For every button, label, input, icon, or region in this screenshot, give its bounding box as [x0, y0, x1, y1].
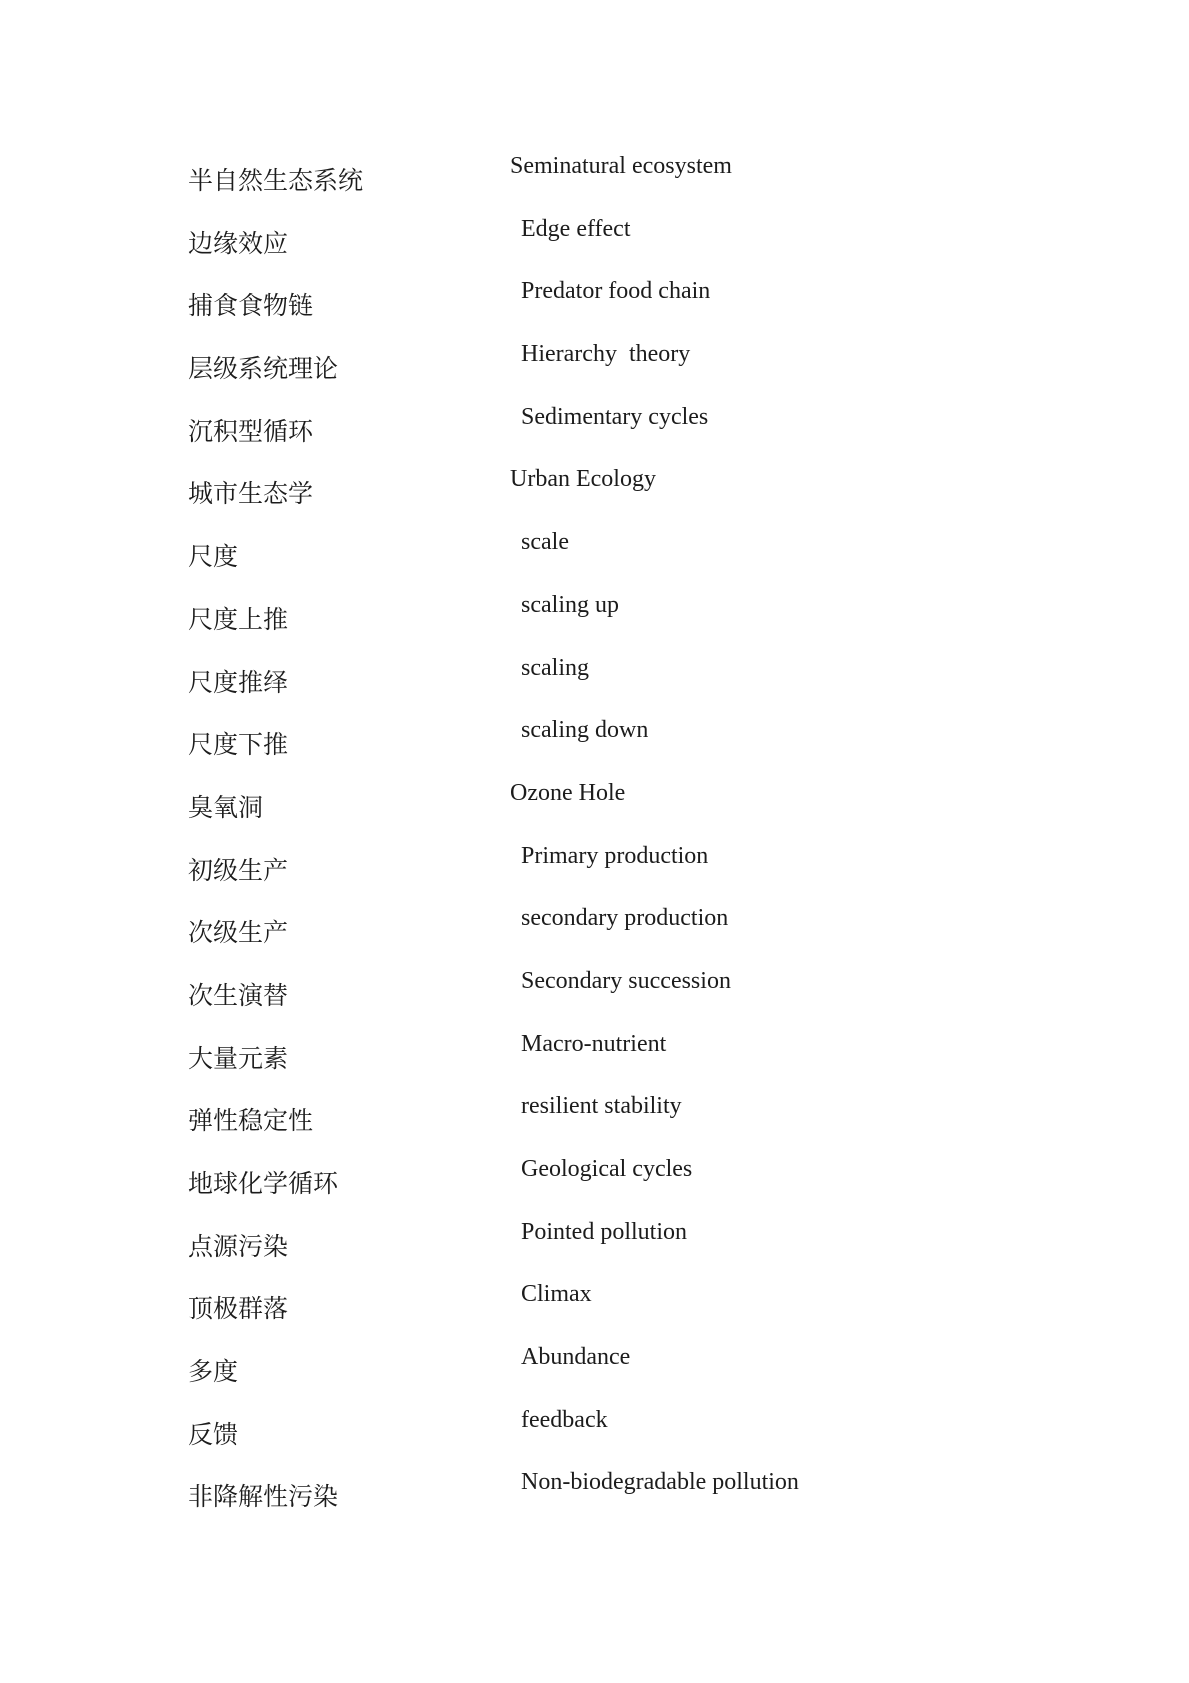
term-english: Geological cycles: [521, 1156, 693, 1182]
glossary-row: [0, 394, 1189, 457]
glossary-row: [0, 268, 1189, 331]
term-chinese: 非降解性污染: [188, 1484, 339, 1512]
term-chinese: 弹性稳定性: [188, 1108, 314, 1136]
term-english: Abundance: [521, 1344, 631, 1371]
term-english: Sedimentary cycles: [521, 403, 709, 430]
glossary-row: [0, 143, 1189, 206]
term-chinese: 层级系统理论: [188, 356, 339, 384]
glossary-row: [0, 1397, 1189, 1460]
term-english: Edge effect: [521, 215, 631, 242]
glossary-row: [0, 645, 1189, 708]
term-english: Urban Ecology: [510, 466, 656, 493]
term-english: scaling down: [521, 717, 649, 744]
term-english: Non-biodegradable pollution: [521, 1469, 799, 1496]
glossary-row: [0, 1459, 1189, 1522]
term-chinese: 地球化学循环: [188, 1171, 339, 1198]
term-chinese: 捕食食物链: [188, 293, 314, 321]
glossary-row: [0, 958, 1189, 1021]
term-english: feedback: [521, 1406, 608, 1433]
glossary-row: [0, 331, 1189, 394]
glossary-row: [0, 1146, 1189, 1209]
term-english: Hierarchy theory: [521, 341, 691, 368]
term-chinese: 反馈: [188, 1421, 239, 1449]
glossary-row: [0, 1083, 1189, 1146]
term-chinese: 尺度下推: [188, 732, 289, 760]
glossary-row: [0, 707, 1189, 770]
glossary-row: [0, 1021, 1189, 1084]
glossary-row: [0, 206, 1189, 269]
term-chinese: 城市生态学: [188, 481, 314, 509]
term-english: Pointed pollution: [521, 1218, 688, 1245]
term-chinese: 沉积型循环: [188, 418, 314, 446]
term-english: secondary production: [521, 905, 729, 932]
term-english: resilient stability: [521, 1093, 682, 1120]
term-chinese: 点源污染: [188, 1233, 289, 1261]
term-chinese: 尺度上推: [188, 606, 289, 634]
glossary-row: [0, 833, 1189, 896]
term-english: Secondary succession: [521, 967, 731, 994]
term-chinese: 次级生产: [188, 920, 289, 948]
term-chinese: 多度: [188, 1359, 239, 1387]
term-chinese: 初级生产: [188, 857, 289, 885]
term-chinese: 边缘效应: [188, 230, 289, 258]
glossary-row: [0, 456, 1189, 519]
glossary-row: [0, 895, 1189, 958]
glossary-row: [0, 582, 1189, 645]
glossary-list: [0, 143, 1189, 1522]
term-english: Predator food chain: [521, 278, 711, 305]
glossary-row: [0, 1271, 1189, 1334]
term-english: scaling: [521, 654, 589, 681]
term-english: Climax: [521, 1281, 592, 1308]
term-chinese: 顶极群落: [188, 1296, 289, 1324]
term-chinese: 尺度推绎: [188, 669, 289, 697]
glossary-row: [0, 1209, 1189, 1272]
glossary-row: [0, 770, 1189, 833]
glossary-row: [0, 1334, 1189, 1397]
term-english: Ozone Hole: [510, 779, 626, 806]
term-english: scaling up: [521, 591, 619, 618]
term-english: Primary production: [521, 842, 709, 869]
glossary-row: [0, 519, 1189, 582]
term-english: scale: [521, 529, 569, 556]
term-english: Macro-nutrient: [521, 1030, 667, 1057]
term-chinese: 次生演替: [188, 982, 289, 1010]
term-chinese: 臭氧洞: [188, 794, 264, 822]
term-chinese: 大量元素: [188, 1045, 289, 1073]
term-english: Seminatural ecosystem: [510, 153, 732, 179]
term-chinese: 尺度: [188, 544, 239, 572]
term-chinese: 半自然生态系统: [188, 168, 364, 195]
